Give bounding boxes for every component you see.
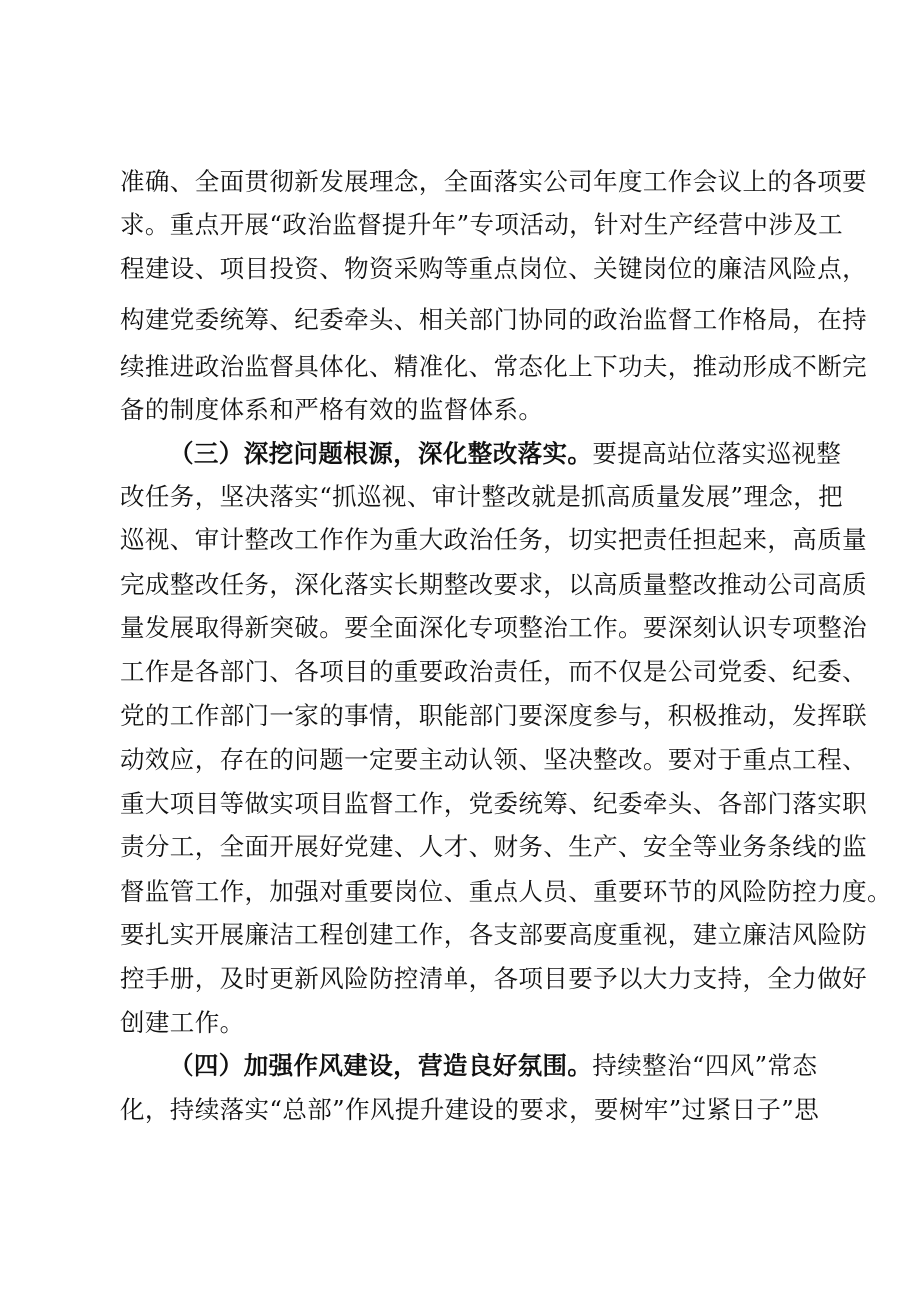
paragraph-line: 构建党委统筹、纪委牵头、相关部门协同的政治监督工作格局，在持 (120, 305, 867, 334)
paragraph-line: 创建工作。 (120, 1008, 245, 1037)
paragraph-line: 动效应，存在的问题一定要主动认领、坚决整改。要对于重点工程、 (120, 745, 867, 774)
paragraph-line: 巡视、审计整改工作作为重大政治任务，切实把责任担起来，高质量 (120, 525, 867, 554)
paragraph-line: 工作是各部门、各项目的重要政治责任，而不仅是公司党委、纪委、 (120, 657, 867, 686)
paragraph-line: 准确、全面贯彻新发展理念，全面落实公司年度工作会议上的各项要 (120, 167, 867, 196)
paragraph-line: 求。重点开展“政治监督提升年”专项活动，针对生产经营中涉及工 (120, 210, 844, 239)
paragraph-line: 责分工，全面开展好党建、人才、财务、生产、安全等业务条线的监 (120, 832, 867, 861)
paragraph-line: 党的工作部门一家的事情，职能部门要深度参与，积极推动，发挥联 (120, 701, 867, 730)
paragraph-text: 持续整治“四风”常态 (592, 1051, 818, 1080)
paragraph-text: 要提高站位落实巡视整 (592, 439, 842, 468)
section-heading: （三）深挖问题根源，深化整改落实。 (169, 439, 593, 468)
paragraph-line: 备的制度体系和严格有效的监督体系。 (120, 395, 544, 424)
paragraph-line: 督监管工作，加强对重要岗位、重点人员、重要环节的风险防控力度。 (120, 877, 892, 906)
paragraph-line: 改任务，坚决落实“抓巡视、审计整改就是抓高质量发展”理念，把 (120, 482, 844, 511)
paragraph-line: 要扎实开展廉洁工程创建工作，各支部要高度重视，建立廉洁风险防 (120, 920, 867, 949)
paragraph-line: 化，持续落实“总部”作风提升建设的要求，要树牢”过紧日子”思 (120, 1095, 820, 1124)
section-heading: （四）加强作风建设，营造良好氛围。 (169, 1051, 593, 1080)
section-four-first-line (169, 1046, 820, 1086)
paragraph-line: 续推进政治监督具体化、精准化、常态化上下功夫，推动形成不断完 (120, 352, 867, 381)
paragraph-line: 重大项目等做实项目监督工作，党委统筹、纪委牵头、各部门落实职 (120, 789, 867, 818)
paragraph-line: 完成整改任务，深化落实长期整改要求，以高质量整改推动公司高质 (120, 570, 867, 599)
paragraph-line: 控手册，及时更新风险防控清单，各项目要予以大力支持，全力做好 (120, 964, 867, 993)
paragraph-line: 量发展取得新突破。要全面深化专项整治工作。要深刻认识专项整治 (120, 613, 867, 642)
paragraph-line: 程建设、项目投资、物资采购等重点岗位、关键岗位的廉洁风险点， (120, 254, 867, 283)
section-three-first-line (169, 434, 842, 474)
